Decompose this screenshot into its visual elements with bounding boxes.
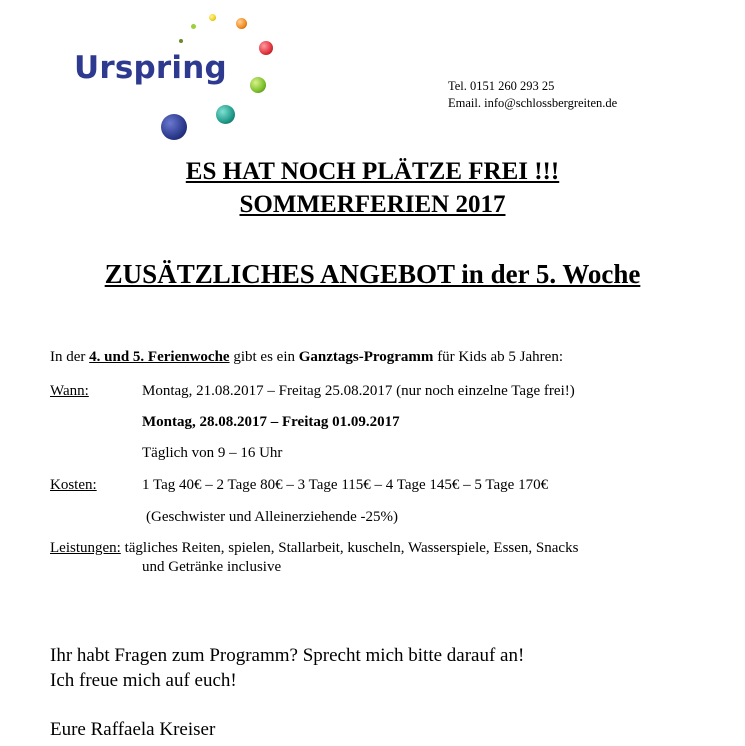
logo-dot-green xyxy=(250,77,266,93)
leistungen-label: Leistungen: xyxy=(50,540,121,556)
logo-dot-lightgreen xyxy=(191,24,196,29)
logo-dot-navy xyxy=(161,114,187,140)
logo-dot-olive xyxy=(179,39,183,43)
signature: Eure Raffaela Kreiser xyxy=(50,719,216,740)
leistungen-line-1: tägliches Reiten, spielen, Stallarbeit, kuscheln, Wasserspiele, Essen, Snacks xyxy=(120,540,579,556)
contact-email: Email. info@schlossbergreiten.de xyxy=(448,96,618,110)
title-line-2: SOMMERFERIEN 2017 xyxy=(239,191,506,218)
kosten-line-2: (Geschwister und Alleinerziehende -25%) xyxy=(146,509,398,525)
intro-weeks: 4. und 5. Ferienwoche xyxy=(89,349,230,365)
logo-dot-teal xyxy=(216,105,235,124)
contact-block xyxy=(448,78,617,112)
logo-dot-red xyxy=(259,41,273,55)
leistungen-line-2: und Getränke inclusive xyxy=(142,559,282,575)
contact-tel: Tel. 0151 260 293 25 xyxy=(448,79,555,93)
closing-line-1: Ihr habt Fragen zum Programm? Sprecht mich bitte darauf an! xyxy=(50,645,525,666)
wann-line-2: Montag, 28.08.2017 – Freitag 01.09.2017 xyxy=(142,414,400,430)
intro-text-3: für Kids ab 5 Jahren: xyxy=(433,349,563,365)
logo-text: Urspring xyxy=(74,50,227,86)
title-line-3: ZUSÄTZLICHES ANGEBOT in der 5. Woche xyxy=(104,259,641,289)
wann-line-1: Montag, 21.08.2017 – Freitag 25.08.2017 (nur noch einzelne Tage frei!) xyxy=(142,383,575,399)
intro-program: Ganztags-Programm xyxy=(298,349,434,365)
kosten-label: Kosten: xyxy=(50,477,97,493)
intro-line xyxy=(50,349,563,366)
wann-label: Wann: xyxy=(50,383,89,399)
logo-dot-yellow xyxy=(209,14,216,21)
kosten-line-1: 1 Tag 40€ – 2 Tage 80€ – 3 Tage 115€ – 4 Tage 145€ – 5 Tage 170€ xyxy=(142,477,549,493)
title-line-1: ES HAT NOCH PLÄTZE FREI !!! xyxy=(185,158,560,185)
logo-dot-orange xyxy=(236,18,247,29)
intro-text-2: gibt es ein xyxy=(229,349,299,365)
wann-line-3: Täglich von 9 – 16 Uhr xyxy=(142,445,283,461)
closing-line-2: Ich freue mich auf euch! xyxy=(50,670,237,691)
leistungen-row xyxy=(50,540,578,557)
intro-text-1: In der xyxy=(50,349,90,365)
